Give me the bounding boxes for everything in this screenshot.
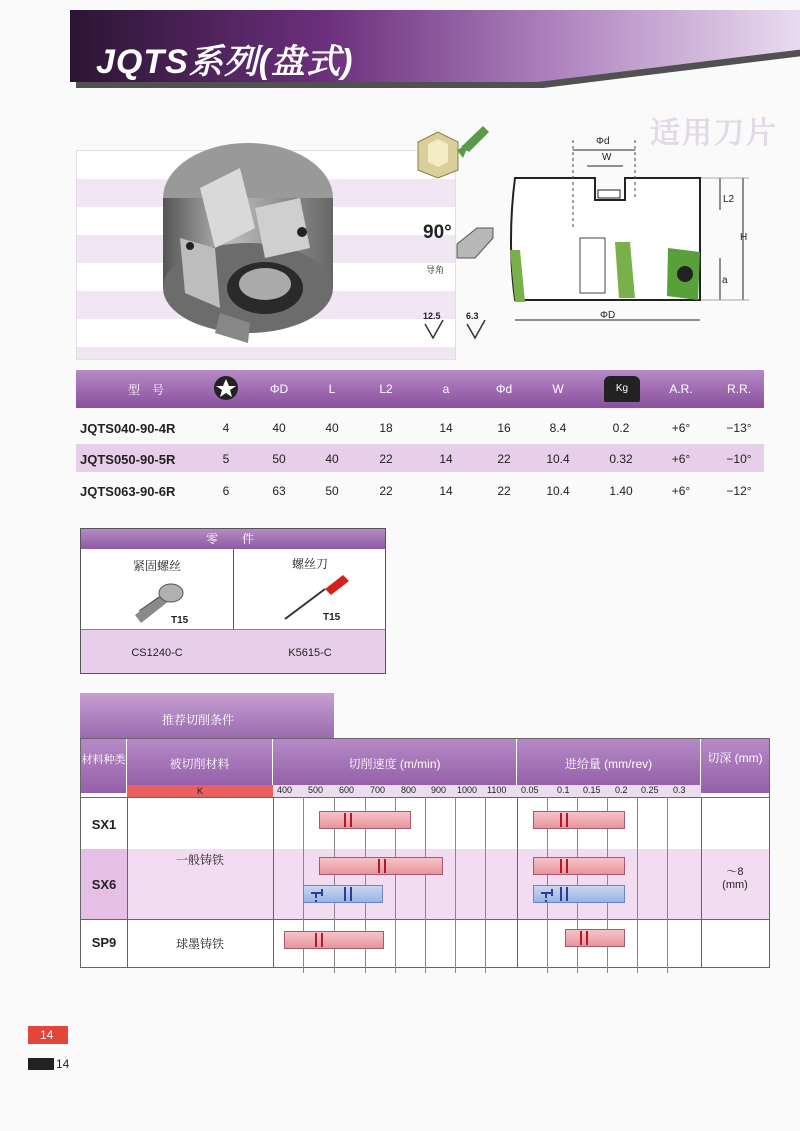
ar-cell: +6° xyxy=(671,452,691,466)
W-cell: 10.4 xyxy=(546,452,570,466)
h-material-type: 材料种类 xyxy=(81,739,127,793)
feed-bar-sx6 xyxy=(533,857,625,875)
L2-cell: 18 xyxy=(379,421,393,435)
D-cell: 40 xyxy=(272,421,286,435)
col-RR: R.R. xyxy=(727,382,751,396)
tick-label: 0.15 xyxy=(583,785,601,795)
h-depth: 切深 (mm) xyxy=(701,739,769,793)
dim-phi-d: Φd xyxy=(596,136,610,147)
kg-cell: 0.2 xyxy=(612,421,630,435)
depth-value: ～8 xyxy=(726,866,744,878)
L-cell: 40 xyxy=(325,452,339,466)
page-title: JQTS系列(盘式) xyxy=(96,43,354,81)
feed-bar-sx1 xyxy=(533,811,625,829)
L-cell: 50 xyxy=(325,484,339,498)
col-a: a xyxy=(442,382,450,396)
tick-label: 500 xyxy=(308,785,324,795)
a-cell: 14 xyxy=(439,421,453,435)
speed-bar-sp9 xyxy=(284,931,384,949)
col-phi-D: ΦD xyxy=(269,382,289,396)
work-cast-iron: 一般铸铁 xyxy=(175,853,224,867)
insert-icon xyxy=(413,122,493,180)
speed-bar-sx1 xyxy=(319,811,411,829)
col-L: L xyxy=(328,382,336,396)
tick-label: 400 xyxy=(277,785,293,795)
h-feed: 进给量 (mm/rev) xyxy=(517,739,701,785)
teeth-count-icon xyxy=(213,375,239,401)
tick-label: 0.25 xyxy=(641,785,659,795)
screwdriver-icon xyxy=(281,573,351,621)
roughness-symbols xyxy=(423,320,493,340)
L2-cell: 22 xyxy=(379,452,393,466)
rr-cell: −13° xyxy=(726,421,752,435)
part-name-screw: 紧固螺丝 xyxy=(132,559,181,573)
rr-cell: −10° xyxy=(726,452,752,466)
coolant-icon xyxy=(309,886,325,902)
tick-label: 0.2 xyxy=(615,785,628,795)
guide-angle-text: 90° xyxy=(423,222,452,243)
screw-code: CS1240-C xyxy=(131,647,183,659)
model-cell: JQTS050-90-5R xyxy=(80,452,176,467)
milling-cutter-image xyxy=(160,128,340,343)
d-cell: 22 xyxy=(497,484,511,498)
col-AR: A.R. xyxy=(669,382,693,396)
col-model: 型 号 xyxy=(127,382,164,397)
page-number-badge: 14 xyxy=(28,1026,68,1044)
tick-label: 1100 xyxy=(487,785,507,795)
a-cell: 14 xyxy=(439,452,453,466)
work-ductile-iron: 球墨铸铁 xyxy=(175,937,224,951)
D-cell: 63 xyxy=(272,484,286,498)
tick-label: 1000 xyxy=(457,785,478,795)
dim-phi-D: ΦD xyxy=(600,310,616,321)
screwdriver-code: K5615-C xyxy=(288,647,332,659)
dim-l2: L2 xyxy=(723,194,735,205)
page-number-bar xyxy=(28,1058,54,1070)
col-W: W xyxy=(552,382,564,396)
d-cell: 16 xyxy=(497,421,511,435)
a-cell: 14 xyxy=(439,484,453,498)
h-speed: 切削速度 (m/min) xyxy=(273,739,517,785)
table-row xyxy=(76,414,764,442)
depth-unit: (mm) xyxy=(722,879,748,891)
roughness-1: 12.5 xyxy=(423,311,441,321)
speed-bar-sx6 xyxy=(319,857,443,875)
dim-a: a xyxy=(722,275,728,286)
feed-bar-sp9 xyxy=(565,929,625,947)
teeth-cell: 5 xyxy=(222,452,230,466)
dim-h: H xyxy=(740,232,748,243)
tick-label: 0.1 xyxy=(557,785,570,795)
tick-label: 900 xyxy=(431,785,447,795)
grade-sx1: SX1 xyxy=(91,817,117,832)
parts-title: 零 件 xyxy=(81,529,385,549)
guide-label: 导角 xyxy=(426,265,445,275)
dim-w: W xyxy=(602,152,612,163)
col-L2: L2 xyxy=(379,382,393,396)
tick-label: 800 xyxy=(401,785,417,795)
ar-cell: +6° xyxy=(671,421,691,435)
model-cell: JQTS063-90-6R xyxy=(80,484,176,499)
weight-icon: Kg xyxy=(604,376,640,402)
D-cell: 50 xyxy=(272,452,286,466)
tick-label: 0.05 xyxy=(521,785,539,795)
tick-label: 600 xyxy=(339,785,355,795)
speed-ticks xyxy=(273,785,517,797)
W-cell: 8.4 xyxy=(549,421,567,435)
cutting-conditions-tab: 推荐切削条件 xyxy=(80,693,334,738)
grade-sx6: SX6 xyxy=(91,877,117,892)
grade-sp9: SP9 xyxy=(91,935,117,950)
ar-cell: +6° xyxy=(671,484,691,498)
h-k: K xyxy=(127,785,273,797)
part-name-screwdriver: 螺丝刀 xyxy=(291,557,328,571)
roughness-2: 6.3 xyxy=(466,311,479,321)
ghost-title: 适用刀片 xyxy=(650,117,778,150)
teeth-cell: 4 xyxy=(222,421,230,435)
coolant-icon xyxy=(539,886,555,902)
col-teeth xyxy=(206,375,246,404)
parts-table xyxy=(80,528,386,674)
cutting-table xyxy=(80,738,770,968)
tick-label: 0.3 xyxy=(673,785,686,795)
kg-cell: 1.40 xyxy=(609,484,633,498)
kg-cell: 0.32 xyxy=(609,452,633,466)
tick-label: 700 xyxy=(370,785,386,795)
teeth-cell: 6 xyxy=(222,484,230,498)
L-cell: 40 xyxy=(325,421,339,435)
feed-ticks xyxy=(517,785,701,797)
table-row xyxy=(76,444,764,472)
model-cell: JQTS040-90-4R xyxy=(80,421,176,436)
L2-cell: 22 xyxy=(379,484,393,498)
rr-cell: −12° xyxy=(726,484,752,498)
W-cell: 10.4 xyxy=(546,484,570,498)
table-row xyxy=(76,476,764,504)
spec-table-header xyxy=(76,370,764,408)
col-phi-d: Φd xyxy=(495,382,513,396)
screw-spec: T15 xyxy=(171,615,189,626)
dimension-drawing xyxy=(505,130,755,330)
screwdriver-spec: T15 xyxy=(323,612,341,623)
chamfer-icon xyxy=(455,224,495,260)
page-number: 14 xyxy=(56,1057,70,1071)
d-cell: 22 xyxy=(497,452,511,466)
h-work-material: 被切削材料 xyxy=(127,739,273,785)
